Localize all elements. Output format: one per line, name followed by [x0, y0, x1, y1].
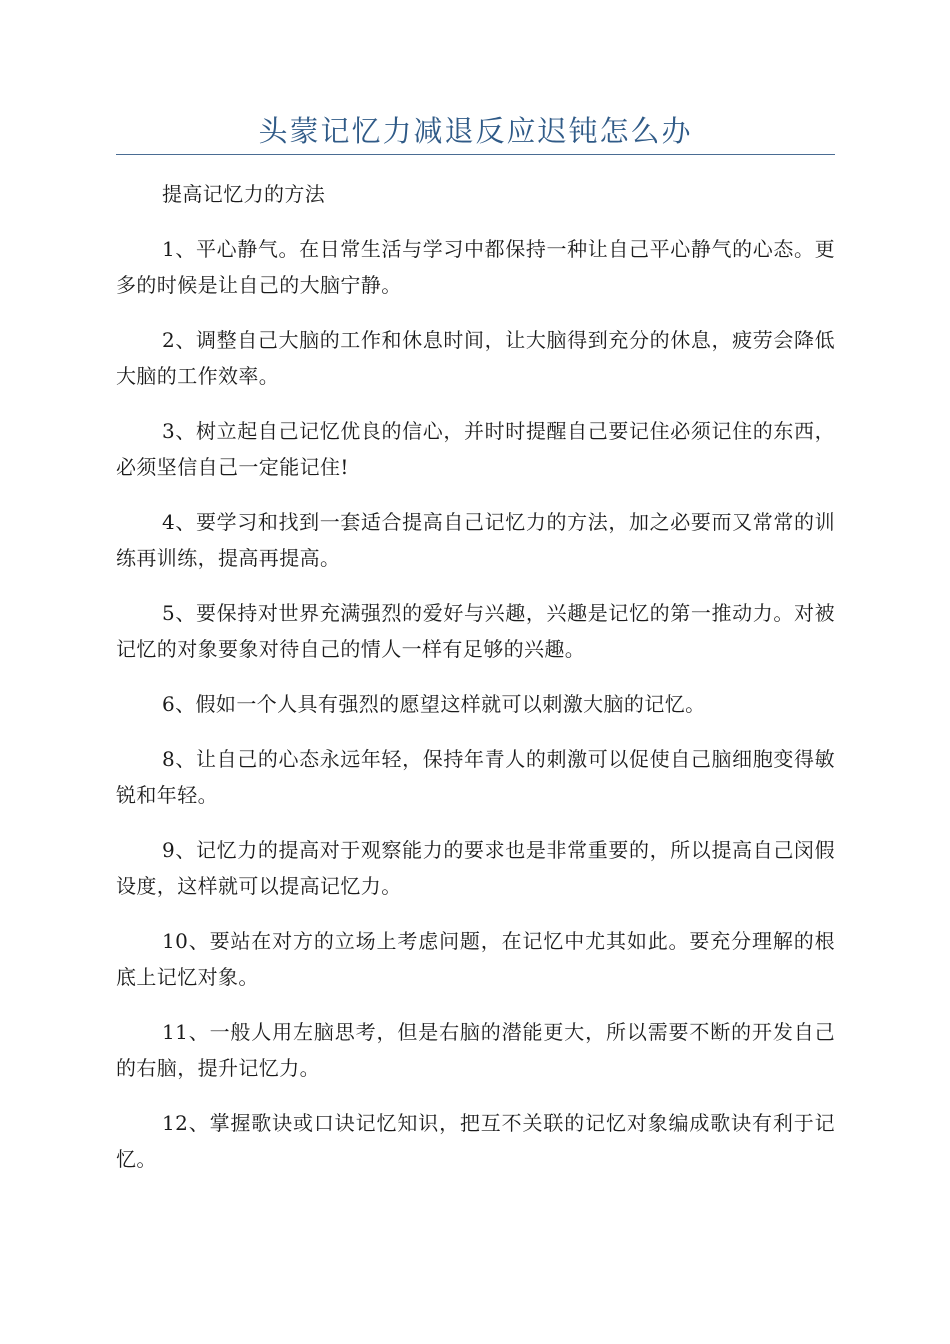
page-title: 头蒙记忆力减退反应迟钝怎么办	[258, 114, 693, 148]
paragraph: 1、平心静气。在日常生活与学习中都保持一种让自己平心静气的心态。更多的时候是让自己的大脑宁静。	[116, 237, 835, 297]
paragraph: 2、调整自己大脑的工作和休息时间，让大脑得到充分的休息，疲劳会降低大脑的工作效率。	[116, 328, 835, 388]
paragraph: 3、树立起自己记忆优良的信心，并时时提醒自己要记住必须记住的东西，必须坚信自己一定能记住!	[116, 419, 835, 479]
paragraph: 5、要保持对世界充满强烈的爱好与兴趣，兴趣是记忆的第一推动力。对被记忆的对象要象对待自己的情人一样有足够的兴趣。	[116, 601, 835, 661]
paragraph: 6、假如一个人具有强烈的愿望这样就可以刺激大脑的记忆。	[162, 692, 706, 716]
document-body	[116, 176, 835, 1196]
paragraph: 12、掌握歌诀或口诀记忆知识，把互不关联的记忆对象编成歌诀有利于记忆。	[116, 1111, 835, 1171]
section-heading: 提高记忆力的方法	[162, 182, 326, 206]
title-block	[116, 112, 835, 155]
paragraph: 10、要站在对方的立场上考虑问题，在记忆中尤其如此。要充分理解的根底上记忆对象。	[116, 929, 835, 989]
paragraph: 8、让自己的心态永远年轻，保持年青人的刺激可以促使自己脑细胞变得敏锐和年轻。	[116, 747, 835, 807]
paragraph: 9、记忆力的提高对于观察能力的要求也是非常重要的，所以提高自己闵假设度，这样就可以提高记忆力。	[116, 838, 835, 898]
paragraph: 11、一般人用左脑思考，但是右脑的潜能更大，所以需要不断的开发自己的右脑，提升记忆力。	[116, 1020, 835, 1080]
paragraph: 4、要学习和找到一套适合提高自己记忆力的方法，加之必要而又常常的训练再训练，提高再提高。	[116, 510, 835, 570]
